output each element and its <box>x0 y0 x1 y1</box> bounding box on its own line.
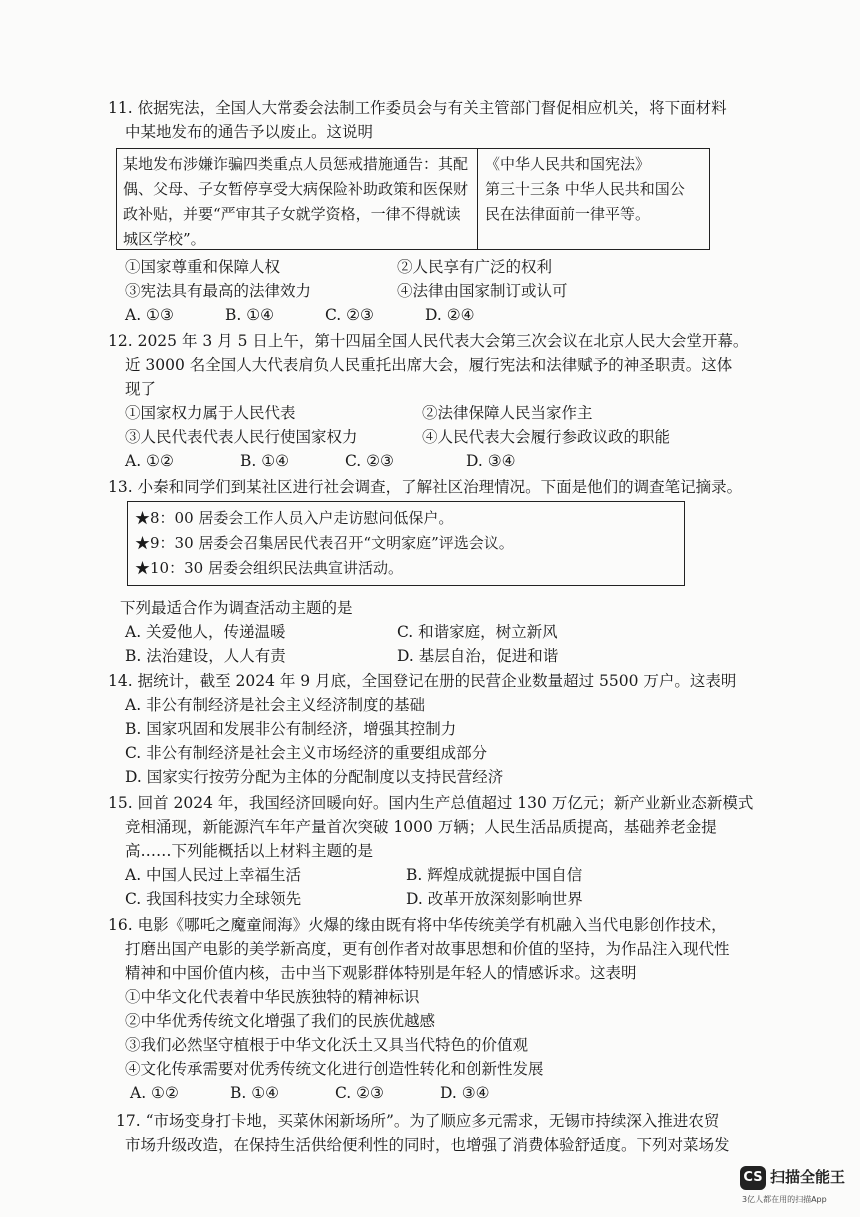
q15-stem-line3: 高……下列能概括以上材料主题的是 <box>125 842 374 860</box>
q12-stem-line1: 12. 2025 年 3 月 5 日上午，第十四届全国人民代表大会第三次会议在北京人民大会堂开幕。 <box>108 332 749 350</box>
q16-option-2: ②中华优秀传统文化增强了我们的民族优越感 <box>125 1012 436 1030</box>
q11-material-left-4: 城区学校”。 <box>123 230 206 248</box>
q16-choice-b: B. ①④ <box>230 1084 280 1102</box>
q15-choice-d: D. 改革开放深刻影响世界 <box>406 890 583 908</box>
q16-option-4: ④文化传承需要对优秀传统文化进行创造性转化和创新性发展 <box>125 1060 544 1078</box>
q14-choice-d: D. 国家实行按劳分配为主体的分配制度以支持民营经济 <box>125 768 504 786</box>
q15-stem-line1: 15. 回首 2024 年，我国经济回暖向好。国内生产总值超过 130 万亿元；新产业新业态新模式 <box>108 794 754 812</box>
q16-choice-c: C. ②③ <box>335 1084 384 1102</box>
q15-choice-b: B. 辉煌成就提振中国自信 <box>406 866 583 884</box>
q11-option-3: ③宪法具有最高的法律效力 <box>125 282 312 300</box>
q16-choice-d: D. ③④ <box>440 1084 490 1102</box>
q12-option-4: ④人民代表大会履行参政议政的职能 <box>422 428 671 446</box>
q13-note-1: ★8：00 居委会工作人员入户走访慰问低保户。 <box>135 509 454 527</box>
watermark-tagline: 3亿人都在用的扫描App <box>742 1195 827 1204</box>
q11-choice-c: C. ②③ <box>325 306 374 324</box>
q11-option-2: ②人民享有广泛的权利 <box>397 258 553 276</box>
q13-choice-d: D. 基层自治，促进和谐 <box>397 647 559 665</box>
q15-choice-a: A. 中国人民过上幸福生活 <box>125 866 302 884</box>
q16-option-3: ③我们必然坚守植根于中华文化沃土又具当代特色的价值观 <box>125 1036 529 1054</box>
q16-stem-line3: 精神和中国价值内核，击中当下观影群体特别是年轻人的情感诉求。这表明 <box>125 964 637 982</box>
q13-choice-b: B. 法治建设，人人有责 <box>125 647 286 665</box>
q11-material-left-2: 偶、父母、子女暂停享受大病保险补助政策和医保财 <box>123 180 469 198</box>
q12-stem-line2: 近 3000 名全国人大代表肩负人民重托出席大会，履行宪法和法律赋予的神圣职责。这体 <box>125 356 733 374</box>
q15-choice-c: C. 我国科技实力全球领先 <box>125 890 302 908</box>
q11-material-left-3: 政补贴，并要“严审其子女就学资格，一律不得就读 <box>123 205 461 223</box>
q13-ask: 下列最适合作为调查活动主题的是 <box>120 599 353 617</box>
q12-stem-line3: 现了 <box>125 380 157 398</box>
q11-material-right-1: 《中华人民共和国宪法》 <box>485 155 651 173</box>
q13-note-2: ★9：30 居委会召集居民代表召开“文明家庭”评选会议。 <box>135 534 514 552</box>
q15-stem-line2: 竞相涌现，新能源汽车年产量首次突破 1000 万辆；人民生活品质提高，基础养老金提 <box>125 818 717 836</box>
q12-choice-a: A. ①② <box>125 452 174 470</box>
q13-choice-c: C. 和谐家庭，树立新风 <box>397 623 558 641</box>
q11-choice-b: B. ①④ <box>225 306 275 324</box>
q17-stem-line2: 市场升级改造，在保持生活供给便利性的同时，也增强了消费体验舒适度。下列对菜场发 <box>125 1136 730 1154</box>
q11-choice-d: D. ②④ <box>425 306 475 324</box>
q13-choice-a: A. 关爱他人，传递温暖 <box>125 623 286 641</box>
q12-choice-b: B. ①④ <box>240 452 290 470</box>
q11-stem-line1: 11. 依据宪法，全国人大常委会法制工作委员会与有关主管部门督促相应机关，将下面材料 <box>108 99 727 117</box>
q11-option-1: ①国家尊重和保障人权 <box>125 258 281 276</box>
q11-stem-line2: 中某地发布的通告予以废止。这说明 <box>125 123 374 141</box>
q11-choice-a: A. ①③ <box>125 306 174 324</box>
q11-table-divider <box>477 148 478 250</box>
q17-stem-line1: 17. “市场变身打卡地，买菜休闲新场所”。为了顺应多元需求，无锡市持续深入推进农贸 <box>116 1112 720 1130</box>
q16-stem-line1: 16. 电影《哪吒之魔童闹海》火爆的缘由既有将中华传统美学有机融入当代电影创作技术， <box>108 916 727 934</box>
q12-choice-d: D. ③④ <box>466 452 516 470</box>
q11-material-left-1: 某地发布涉嫌诈骗四类重点人员惩戒措施通告：其配 <box>123 155 469 173</box>
q12-option-2: ②法律保障人民当家作主 <box>422 404 593 422</box>
q14-choice-b: B. 国家巩固和发展非公有制经济，增强其控制力 <box>125 720 457 738</box>
q11-material-right-2: 第三十三条 中华人民共和国公 <box>485 180 685 198</box>
q14-choice-a: A. 非公有制经济是社会主义经济制度的基础 <box>125 696 426 714</box>
q16-option-1: ①中华文化代表着中华民族独特的精神标识 <box>125 988 420 1006</box>
q13-note-3: ★10：30 居委会组织民法典宣讲活动。 <box>135 559 403 577</box>
q11-material-right-3: 民在法律面前一律平等。 <box>485 205 651 223</box>
q14-choice-c: C. 非公有制经济是社会主义市场经济的重要组成部分 <box>125 744 488 762</box>
q13-stem: 13. 小秦和同学们到某社区进行社会调查，了解社区治理情况。下面是他们的调查笔记摘录。 <box>108 478 743 496</box>
watermark-app-name: 扫描全能王 <box>770 1168 846 1186</box>
q12-option-1: ①国家权力属于人民代表 <box>125 404 296 422</box>
q11-option-4: ④法律由国家制订或认可 <box>397 282 568 300</box>
q12-option-3: ③人民代表代表人民行使国家权力 <box>125 428 358 446</box>
camscanner-logo-icon: CS <box>740 1166 766 1190</box>
q14-stem: 14. 据统计，截至 2024 年 9 月底，全国登记在册的民营企业数量超过 5500 万户。这表明 <box>108 672 737 690</box>
q16-stem-line2: 打磨出国产电影的美学新高度，更有创作者对故事思想和价值的坚持，为作品注入现代性 <box>125 940 730 958</box>
q16-choice-a: A. ①② <box>130 1084 179 1102</box>
q12-choice-c: C. ②③ <box>345 452 394 470</box>
